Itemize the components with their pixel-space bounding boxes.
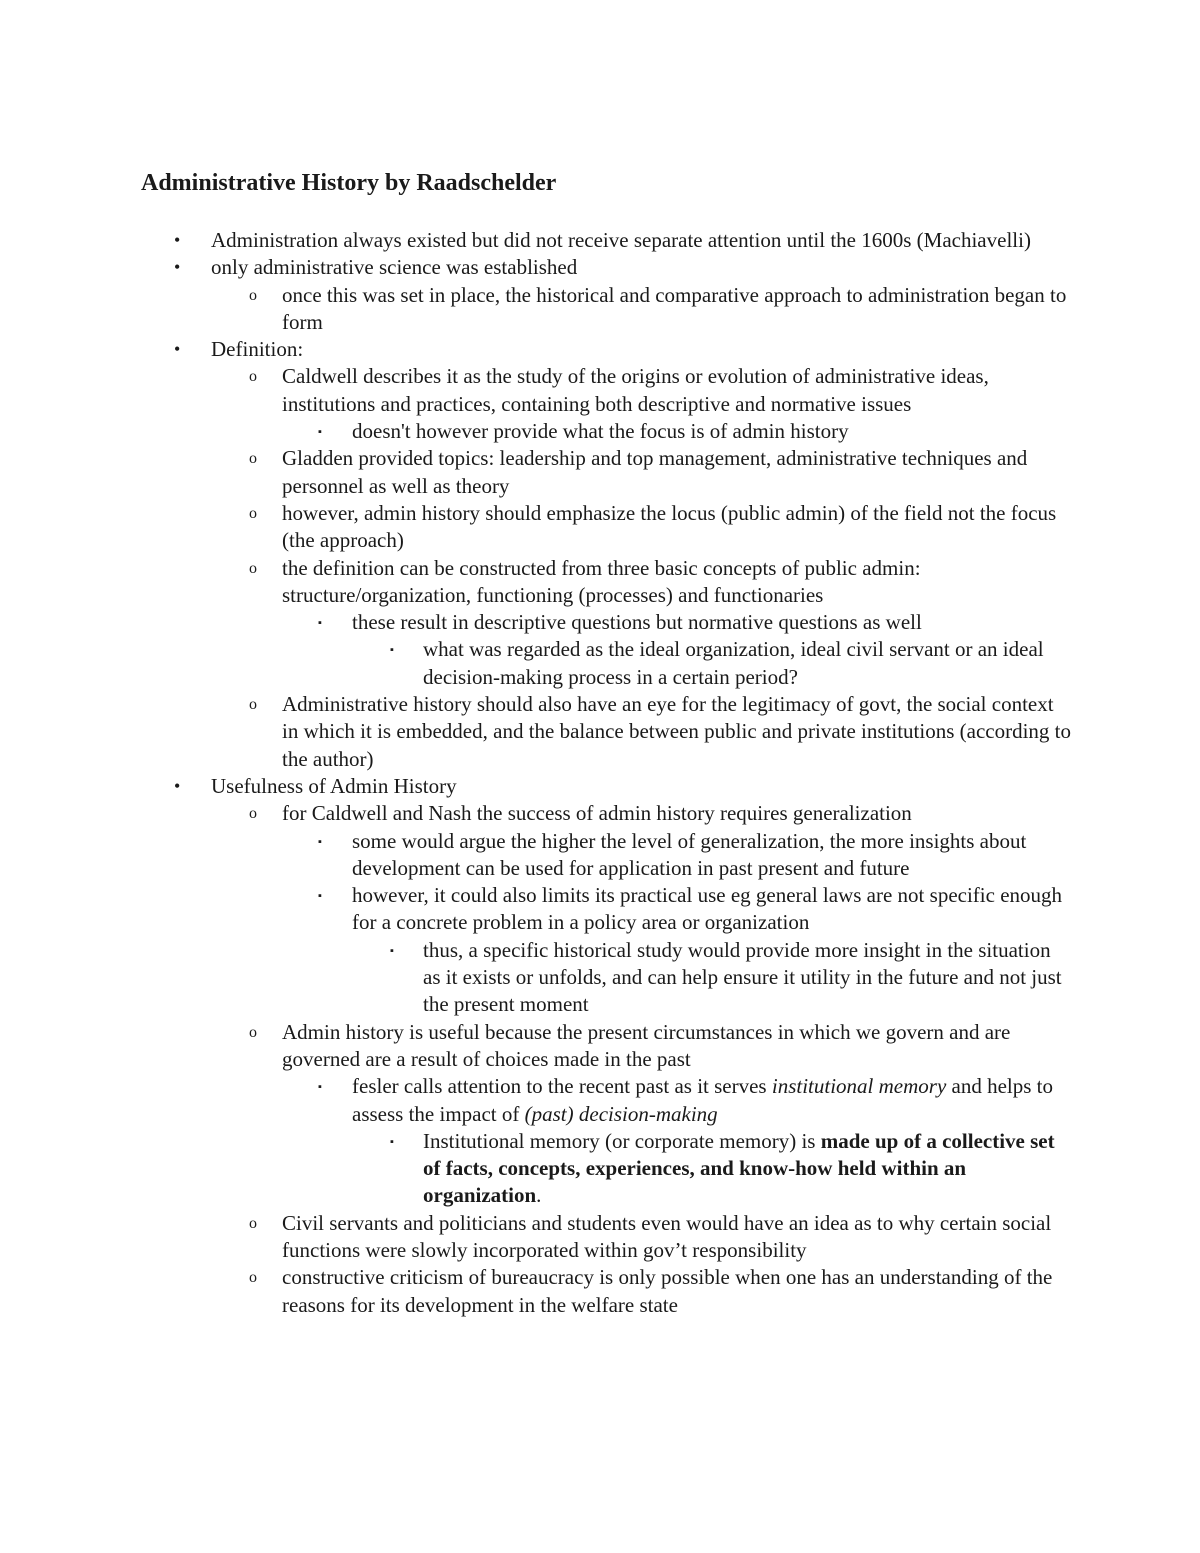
square-bullet-icon: ▪ (318, 426, 322, 439)
circle-bullet-icon: o (249, 696, 257, 714)
italic-text-run: institutional memory (771, 1074, 947, 1099)
text-run: fesler calls attention to the recent past as it serves (352, 1074, 772, 1099)
circle-bullet-icon: o (249, 450, 257, 468)
square-bullet-icon: ▪ (390, 1135, 394, 1148)
list-item (0, 636, 1200, 691)
list-item (0, 336, 1200, 363)
list-item (0, 555, 1200, 610)
bullet-icon: • (174, 257, 181, 278)
square-bullet-icon: ▪ (318, 835, 322, 848)
bullet-icon: • (174, 339, 181, 360)
text-run: and helps to assess the impact of (352, 1074, 1054, 1126)
circle-bullet-icon: o (249, 1269, 257, 1287)
list-item (0, 691, 1200, 773)
list-item (0, 828, 1200, 883)
list-item-text: constructive criticism of bureaucracy is only possible when one has an understanding of the reasons for its development in the welfare state (282, 1265, 1053, 1317)
list-item-text: Caldwell describes it as the study of the origins or evolution of administrative ideas, institutions and practices, containing both descriptive and normative issues (282, 364, 989, 416)
list-item (0, 500, 1200, 555)
list-item (0, 418, 1200, 445)
list-item-text: Definition: (211, 337, 304, 362)
list-item-text: the definition can be constructed from three basic concepts of public admin: structure/organization, functioning (processes) and functionaries (282, 555, 921, 607)
list-item-text: doesn't however provide what the focus is of admin history (352, 419, 849, 444)
list-item (0, 445, 1200, 500)
text-run: Institutional memory (or corporate memory) is (423, 1128, 821, 1153)
circle-bullet-icon: o (249, 368, 257, 386)
list-item-text: only administrative science was established (211, 255, 578, 280)
circle-bullet-icon: o (249, 286, 257, 304)
list-item-text: what was regarded as the ideal organization, ideal civil servant or an ideal decision-making process in a certain period? (423, 637, 1044, 689)
bullet-icon: • (174, 230, 181, 250)
list-item-text: however, it could also limits its practical use eg general laws are not specific enough for a concrete problem in a policy area or organization (352, 883, 1063, 935)
circle-bullet-icon: o (249, 1214, 257, 1232)
list-item (0, 254, 1200, 281)
page-title: Administrative History by Raadschelder (141, 170, 557, 196)
circle-bullet-icon: o (249, 559, 257, 577)
list-item (0, 882, 1200, 937)
square-bullet-icon: ▪ (318, 617, 322, 630)
list-item-text: Civil servants and politicians and students even would have an idea as to why certain social functions were slowly incorporated within gov’t responsibility (282, 1210, 1052, 1262)
list-item (0, 937, 1200, 1019)
circle-bullet-icon: o (249, 504, 257, 522)
circle-bullet-icon: o (249, 1023, 257, 1041)
italic-text-run: (past) decision-making (524, 1101, 718, 1126)
square-bullet-icon: ▪ (318, 890, 322, 903)
text-run: . (536, 1183, 542, 1208)
list-item-text: Admin history is useful because the present circumstances in which we govern and are governed are a result of choices made in the past (282, 1019, 1011, 1071)
list-item-text (352, 1073, 1072, 1128)
square-bullet-icon: ▪ (390, 944, 394, 957)
list-item-text: Usefulness of Admin History (211, 773, 457, 798)
list-item-text: these result in descriptive questions but normative questions as well (352, 610, 922, 635)
list-item (0, 1019, 1200, 1074)
list-item-text: however, admin history should emphasize the locus (public admin) of the field not the focus (the approach) (282, 500, 1057, 553)
list-item (0, 800, 1200, 827)
list-item (0, 282, 1200, 337)
list-item (0, 227, 1200, 254)
circle-bullet-icon: o (249, 805, 257, 823)
list-item (0, 363, 1200, 418)
list-item (0, 1073, 1200, 1128)
notes-list (0, 227, 1200, 1319)
list-item (0, 773, 1200, 800)
list-item-text: for Caldwell and Nash the success of admin history requires generalization (282, 801, 912, 826)
square-bullet-icon: ▪ (390, 644, 394, 657)
list-item (0, 1210, 1200, 1265)
list-item-text: some would argue the higher the level of generalization, the more insights about development can be used for application in past present and future (352, 828, 1027, 880)
list-item (0, 1128, 1200, 1210)
bold-text-run: made up of a collective set of facts, concepts, experiences, and know-how held within an organization (423, 1128, 1055, 1208)
list-item-text: once this was set in place, the historical and comparative approach to administration began to form (282, 282, 1067, 334)
list-item (0, 1264, 1200, 1319)
list-item-text (423, 1128, 1073, 1210)
square-bullet-icon: ▪ (318, 1081, 322, 1094)
list-item-text: Administration always existed but did not receive separate attention until the 1600s (Machiavelli) (211, 228, 1031, 252)
list-item-text: thus, a specific historical study would provide more insight in the situation as it exists or unfolds, and can help ensure it utility in the future and not just the present moment (423, 937, 1062, 1017)
list-item (0, 609, 1200, 636)
list-item-text: Gladden provided topics: leadership and top management, administrative techniques and personnel as well as theory (282, 446, 1028, 498)
list-item-text: Administrative history should also have an eye for the legitimacy of govt, the social context in which it is embedded, and the balance between public and private institutions (according to the author) (282, 692, 1072, 771)
bullet-icon: • (174, 775, 181, 796)
